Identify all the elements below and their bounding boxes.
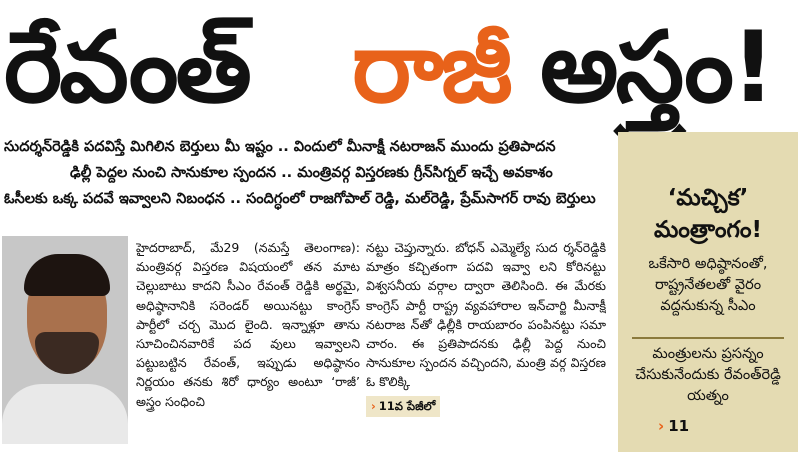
continued-on-page-link[interactable]	[366, 396, 440, 417]
subheadlines	[0, 132, 606, 214]
portrait-photo	[2, 236, 128, 444]
sidebar-text-2: మంత్రులను ప్రసన్నం చేసుకునేందుకు రేవంత్‌రెడ్డి యత్నం	[635, 346, 781, 404]
photo-beard	[35, 332, 99, 374]
photo-shirt	[2, 384, 128, 444]
photo-hair	[24, 254, 110, 296]
sidebar-page-ref[interactable]	[658, 417, 689, 435]
subheadline-2: ఢిల్లీ పెద్దల నుంచి సానుకూల స్పందన .. మంత్రివర్గ విస్తరణకు గ్రీన్‌సిగ్నల్ ఇచ్చే అవకాశం	[70, 165, 553, 181]
article-text-1: హైదరాబాద్, మే29 (నమస్తే తెలంగాణ): మంత్రివర్గ విస్తరణ విషయంలో తన మాట చెల్లుబాటు కాదని సీఎం రేవంత్ రెడ్డికి అర్థమై, అధిష్ఠానానికి సరెండర్ అయినట్టు కాంగ్రెస్ పార్టీలో చర్చ మొద లైంది. ఇన్నాళ్లూ తాను సూచించినవారికే పద వులు ఇవ్వాలని పట్టుబట్టిన రేవంత్, ఇప్పుడు అధిష్ఠానం నిర్ణయం తనకు శిరో ధార్యం అంటూ ‘రాజీ’ అస్త్రం సంధించి	[136, 240, 360, 409]
sidebar-box	[618, 132, 798, 452]
headline	[0, 0, 798, 132]
article-text-2: నట్టు చెప్తున్నారు. బోధన్ ఎమ్మెల్యే సుద ర్శన్‌రెడ్డికి మాత్రం కచ్చితంగా పదవి ఇవ్వా లని కోరినట్టు విశ్వసనీయ వర్గాల ద్వారా తెలిసింది. ఈ మేరకు కాంగ్రెస్ పార్టీ రాష్ట్ర వ్యవహారాల ఇన్‌చార్జి మీనాక్షీ నటరాజ న్‌తో ఢిల్లీకి రాయబారం పంపినట్టు సమా చారం. ఈ ప్రతిపాదనకు ఢిల్లీ పెద్ద నుంచి సానుకూల స్పందన వచ్చిందని, మంత్రి వర్గ విస్తరణ ఓ కొలిక్కి	[366, 240, 606, 390]
sidebar-page-number: 11	[668, 417, 690, 435]
sidebar-text-1: ఒకేసారి అధిష్ఠానంతో, రాష్ట్రనేతలతో వైరం వద్దనుకున్న సీఎం	[648, 256, 768, 314]
headline-part-3: అస్త్రం!	[540, 11, 773, 125]
article-column-1	[136, 238, 360, 448]
sidebar-subtitle: మంత్రాంగం!	[653, 217, 763, 243]
sidebar-divider	[632, 337, 784, 339]
headline-part-1: రేవంత్	[4, 11, 249, 125]
subheadline-3: ఓసీలకు ఒక్క పదవే ఇవ్వాలని నిబంధన .. సందిగ్ధంలో రాజగోపాల్ రెడ్డి, మల్‌రెడ్డి, ప్రేమ్‌సాగర్ రావు బెర్తులు	[4, 191, 596, 207]
arrow-icon: ›	[658, 417, 665, 435]
continued-label: 11వ పేజీలో	[378, 398, 436, 413]
headline-part-2-accent: రాజీ	[352, 11, 510, 125]
subheadline-1: సుదర్శన్‌రెడ్డికి పదవిస్తే మిగిలిన బెర్తులు మీ ఇష్టం .. విందులో మీనాక్షీ నటరాజన్ ముందు ప్రతిపాదన	[4, 139, 556, 155]
sidebar-title: ‘మచ్చిక’	[667, 185, 749, 211]
arrow-icon: ›	[371, 398, 376, 413]
article-column-2	[366, 238, 606, 448]
